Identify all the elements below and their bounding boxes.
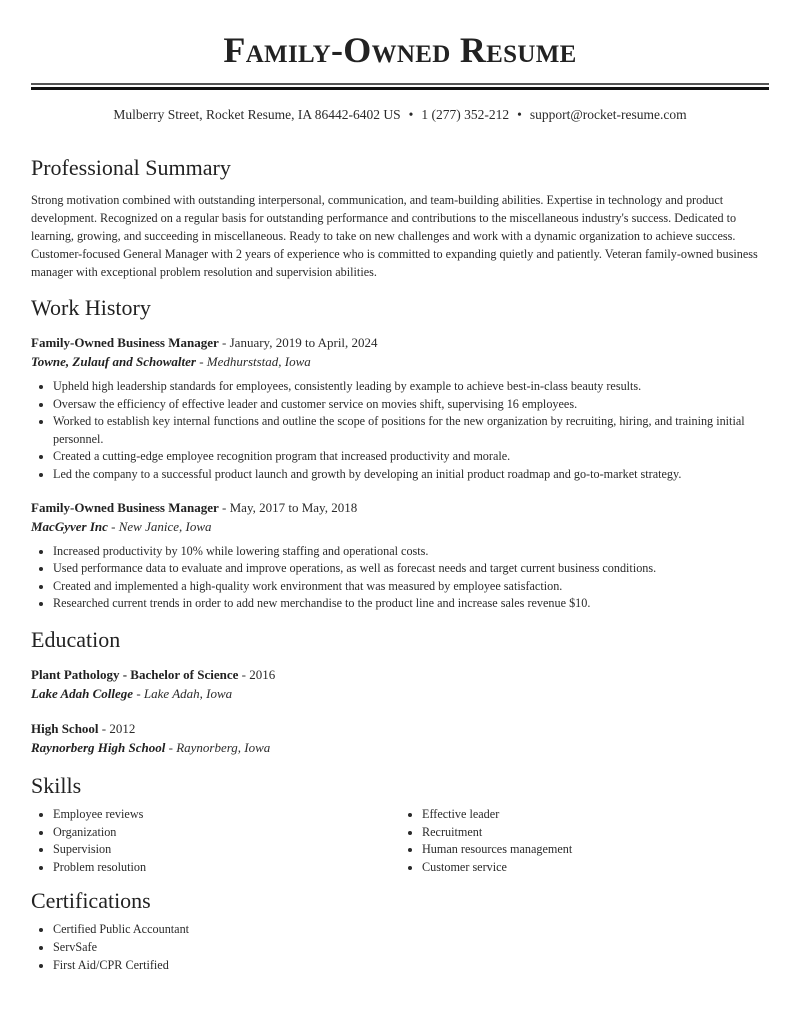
job-company: Towne, Zulauf and Schowalter	[31, 354, 196, 369]
list-item: • Led the company to a successful product launch and growth by developing an initial product roadmap and go-to-market strategy.	[53, 466, 769, 484]
section-heading: Education	[31, 626, 121, 652]
list-item: • ServSafe	[53, 939, 769, 957]
job-company: MacGyver Inc	[31, 518, 108, 534]
section-skills	[31, 773, 769, 876]
degree: High School	[31, 720, 99, 736]
divider-thin	[31, 83, 769, 85]
job-title: Family-Owned Business Manager	[31, 499, 219, 515]
list-item: • Created a cutting-edge employee recognition program that increased productivity and morale.	[53, 448, 769, 466]
school-location: - Lake Adah, Iowa	[133, 685, 233, 701]
list-item: • First Aid/CPR Certified	[53, 957, 769, 975]
section-education	[31, 627, 769, 757]
job-bullets	[31, 378, 769, 484]
list-item: • Customer service	[422, 859, 769, 877]
list-item: • Worked to establish key internal functions and outline the scope of positions for the new organization by recruiting, hiring, and training initial personnel.	[53, 413, 769, 448]
list-item: • Created and implemented a high-quality work environment that was measured by employee satisfaction.	[53, 578, 769, 596]
section-heading: Skills	[31, 772, 82, 798]
job-title: Family-Owned Business Manager	[31, 335, 219, 350]
school-line	[31, 738, 769, 757]
section-heading: Certifications	[31, 888, 151, 914]
resume-title: Family-Owned Resume	[223, 30, 577, 70]
job-title-line	[31, 333, 769, 352]
job-entry	[31, 498, 769, 613]
list-item: • Effective leader	[422, 806, 769, 824]
bullet-separator: •	[408, 107, 414, 122]
certifications-list	[31, 921, 769, 974]
section-certifications	[31, 888, 769, 974]
list-item: • Used performance data to evaluate and improve operations, as well as forecast needs and target current business conditions.	[53, 560, 769, 578]
school-line	[31, 684, 769, 703]
list-item: • Human resources management	[422, 841, 769, 859]
job-dates: - May, 2017 to May, 2018	[218, 499, 358, 515]
list-item: • Supervision	[53, 841, 400, 859]
bullet-separator: •	[517, 107, 522, 122]
contact-line	[31, 105, 769, 125]
degree-line	[31, 665, 769, 684]
degree-line	[31, 719, 769, 738]
graduation-year: - 2012	[98, 720, 136, 736]
section-work-history	[31, 295, 769, 613]
graduation-year: - 2016	[238, 666, 276, 682]
degree: Plant Pathology - Bachelor of Science	[31, 666, 239, 682]
section-heading: Work History	[31, 295, 151, 320]
list-item: • Certified Public Accountant	[53, 921, 769, 939]
job-company-line	[31, 517, 769, 536]
section-professional-summary	[31, 155, 769, 281]
contact-phone: 1 (277) 352-212	[421, 107, 510, 122]
skills-list-right	[400, 806, 769, 876]
list-item: • Researched current trends in order to add new merchandise to the product line and increase sales revenue $10.	[53, 595, 769, 613]
contact-address: Mulberry Street, Rocket Resume, IA 86442-6402 US	[113, 107, 401, 122]
job-entry	[31, 333, 769, 484]
job-location: - Medhurststad, Iowa	[195, 354, 311, 369]
education-entry	[31, 665, 769, 703]
list-item: • Upheld high leadership standards for employees, consistently leading by example to achieve best-in-class beauty results.	[53, 378, 769, 396]
school-name: Raynorberg High School	[31, 739, 166, 755]
job-dates: - January, 2019 to April, 2024	[218, 335, 378, 350]
list-item: • Oversaw the efficiency of effective leader and customer service on movies shift, supervising 16 employees.	[53, 396, 769, 414]
job-title-line	[31, 498, 769, 517]
contact-email[interactable]: support@rocket-resume.com	[529, 107, 687, 122]
divider-thick	[31, 87, 769, 90]
job-bullets	[31, 543, 769, 613]
list-item: • Recruitment	[422, 824, 769, 842]
list-item: • Employee reviews	[53, 806, 400, 824]
skills-list-left	[31, 806, 400, 876]
skills-columns	[31, 806, 769, 876]
job-location: - New Janice, Iowa	[107, 518, 212, 534]
list-item: • Problem resolution	[53, 859, 400, 877]
list-item: • Increased productivity by 10% while lowering staffing and operational costs.	[53, 543, 769, 561]
header-divider	[31, 83, 769, 90]
section-heading: Professional Summary	[31, 155, 231, 180]
school-name: Lake Adah College	[31, 685, 134, 701]
summary-text: Strong motivation combined with outstanding interpersonal, communication, and team-building abilities. Expertise in technology and product development. Recognized on a regular basis for outstanding performance and contributions to the miscellaneous industry's success. Dedicated to learning, growing, and succeeding in miscellaneous. Ready to take on new challenges and work with a dynamic organization to achieve success. Customer-focused General Manager with 2 years of experience who is committed to expanding quietly and patiently. Veteran family-owned business manager with exceptional problem resolution and supervision abilities.	[31, 193, 758, 279]
school-location: - Raynorberg, Iowa	[165, 739, 271, 755]
job-company-line	[31, 352, 769, 371]
education-entry	[31, 719, 769, 757]
list-item: • Organization	[53, 824, 400, 842]
